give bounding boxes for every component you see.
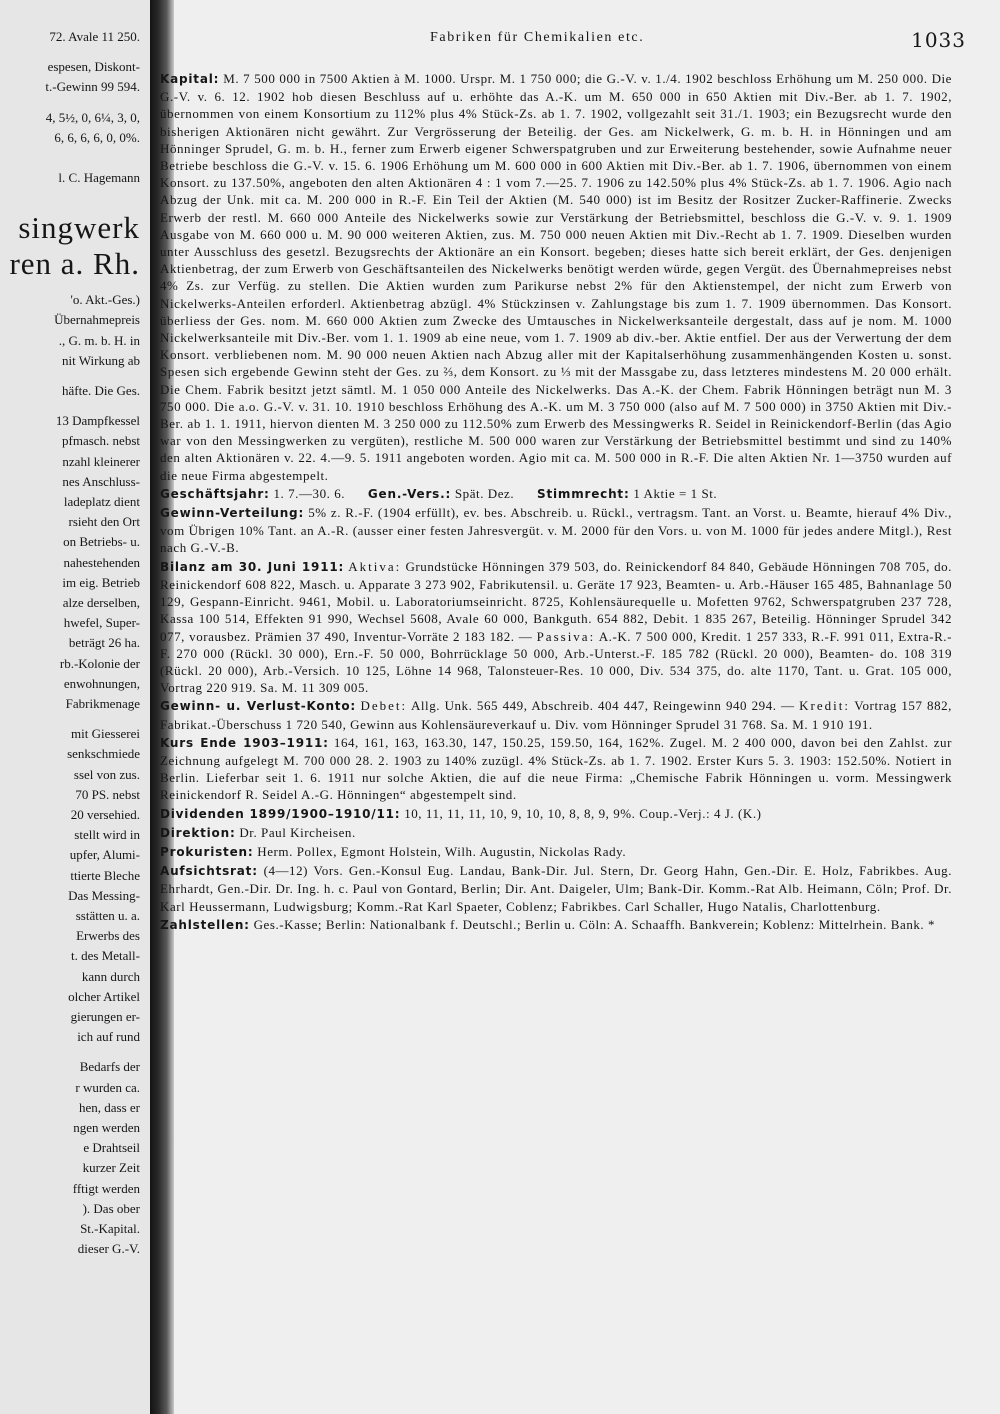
left-column-line: rb.-Kolonie der [59,655,140,671]
left-column-line: gierungen er- [70,1009,140,1024]
left-column-line: sstätten u. a. [75,908,140,923]
entry-body [160,70,952,935]
left-column-line: senkschmiede [67,746,140,762]
direktion-paragraph [160,824,952,842]
bilanz-label: Bilanz am 30. Juni 1911: [160,559,345,574]
genvers-text: Spät. Dez. [454,485,515,501]
left-column-line: beträgt 26 ha. [68,635,140,651]
left-column-line: t. des Metall- [71,948,140,964]
zahlstellen-text: Ges.-Kasse; Berlin: Nationalbank f. Deutschl.; Berlin u. Cöln: A. Schaaffh. Bankverein; Koblenz: Mittelrhein. Bank. [253,916,925,932]
kredit-text: Vortrag 157 882, Fabrikat.-Überschuss 1 720 540, Gewinn aus Kohlensäureverkauf u. Div. vom Hönninger Sprudel 31 768. Sa. M. 1 910 191. [160,698,952,732]
end-mark: * [928,916,936,932]
left-column-line: ttierte Bleche [70,867,140,883]
left-column-line: Fabrikmenage [65,696,140,711]
gewinnverteilung-paragraph [160,504,952,557]
dividenden-text: 10, 11, 11, 11, 10, 9, 10, 10, 8, 8, 9, 9%. Coup.-Verj.: 4 J. (K.) [404,805,762,821]
aktiva-text: Grundstücke Hönningen 379 503, do. Reinickendorf 84 840, Gebäude Hönningen 708 705, do. Reinickendorf 608 822, Masch. u. Apparate 3 273 902, Fabrikutensil. u. Geräte 17 923, Beamten- u. Arb.-Häuser 165 485, Bahnanlage 50 129, Gespann-Einricht. 9461, Mobil. u. Laboratoriumseinricht. 8725, Kohlensäurequelle u. Mofetten 9762, Schwerspatgruben 237 728, Kassa 100 514, Effekten 91 990, Wechsel 5608, Avale 60 000, Bankguth. 654 882, Debit. 1 835 267, Beteilig. Hönninger Sprudel 342 077, vorausbez. Prämien 37 490, Inventur-Vorräte 2 183 182. — [160,558,952,644]
left-column-line: ngen werden [73,1120,140,1135]
left-column-line: ., G. m. b. H. in [58,332,140,348]
kapital-paragraph [160,70,952,484]
left-column-line: 'o. Akt.-Ges.) [70,292,140,308]
left-column-line: 70 PS. nebst [75,786,140,802]
left-column-line: nes Anschluss- [62,473,140,489]
stimmrecht-label: Stimmrecht: [537,486,630,501]
running-head: Fabriken für Chemikalien etc. [430,30,645,45]
direktion-label: Direktion: [160,825,236,840]
aktiva-label: Aktiva: [348,558,402,574]
kurs-label: Kurs Ende 1903–1911: [160,735,329,750]
left-column-line: nzahl kleinerer [62,453,140,469]
gewinnverteilung-label: Gewinn-Verteilung: [160,506,305,521]
left-column-line: espesen, Diskont- [47,59,140,75]
bilanz-paragraph [160,558,952,697]
aufsichtsrat-label: Aufsichtsrat: [160,864,258,879]
passiva-text: A.-K. 7 500 000, Kredit. 1 257 333, R.-F. 991 011, Extra-R.-F. 270 000 (Rückl. 30 000), Ern.-F. 50 000, Bohrrücklage 50 000, Arb.-Unterst.-F. 185 782 (Rückl. 20 000), Beamten- do. 108 319 (Rückl. 20 000), Arb.-Versich. 10 125, Löhne 14 968, Talonsteuer-Res. 10 000, Div. 534 375, do. alte 1170, Tant. u. Grat. 105 000, Vortrag 220 919. Sa. M. 11 309 005. [160,628,952,696]
passiva-label: Passiva: [536,628,596,644]
left-column-line: ren a. Rh. [9,246,140,282]
direktion-text: Dr. Paul Kircheisen. [239,824,356,840]
stimmrecht-text: 1 Aktie = 1 St. [633,485,718,501]
guv-label: Gewinn- u. Verlust-Konto: [160,699,356,714]
kurs-paragraph [160,734,952,804]
left-column-line: dieser G.-V. [77,1241,140,1257]
left-column-line: fftigt werden [72,1180,140,1196]
left-column-line: hen, dass er [78,1099,140,1115]
left-column-line: Das Messing- [68,887,140,903]
kapital-text: M. 7 500 000 in 7500 Aktien à M. 1000. Urspr. M. 1 750 000; die G.-V. v. 1./4. 1902 beschloss Erhöhung um M. 250 000. Die G.-V. v. 6. 12. 1902 hob diesen Beschluss auf u. erhöhte das A.-K. um M. 650 000 in 650 Aktien mit Div.-Ber. ab 1. 7. 1902, übernommen von einem Konsortium zu 112% plus 4% Stück-Zs. ab 1. 7. 1902, vollgezahlt seit 31./1. 1903; ein Bezugsrecht wurde den bisherigen Aktionären nicht gewährt. Zur Vergrösserung der Beteilig. der Ges. am Nickelwerk, G. m. b. H. in Hönningen und am Hönninger Sprudel, G. m. b. H., ferner zum Erwerb eigener Schwerspatgruben und zur Erweiterung bestehender, sowie Aufnahme neuer Betriebe beschloss die G.-V. v. 15. 6. 1906 Erhöhung um M. 600 000 in 600 Aktien mit Div.-Ber. ab 1. 7. 1906, übernommen von einem Konsort. zu 137.50%, angeboten den alten Aktionären 4 : 1 vom 7.—25. 7. 1906 zu 142.50% plus 4% Stück-Zs. ab 1. 7. 1906. Agio nach Abzug der Unk. mit ca. M. 200 000 in R.-F. Ein Teil der Aktien (M. 540 000) ist im Besitz der Rositzer Zucker-Raffinerie. Zwecks Erwerb der restl. M. 660 000 Anteile des Nickelwerks sowie zur Verstärkung der Betriebsmittel, beschloss die G.-V. v. 9. 1. 1909 Ausgabe von M. 660 000 u. M. 90 000 weiteren Aktien, zus. M. 750 000 neuen Aktien mit Div.-Recht ab 1. 7. 1909. Dieselben wurden unter Ausschluss des gesetzl. Bezugsrechts der Aktionäre an ein Konsort. begeben; dieses hatte sich bereit erklärt, der Ges. denjenigen Aktienbetrag, der zum Erwerb von Geschäftsanteilen des Nickelwerks benötigt werden würde, gegen Vergüt. des Übernahmepreises nebst 4% Zs. zur Verfüg. zu stellen. Die Aktien wurden zum Parikurse nebst 2% für den Aktienstempel, der nicht zum Erwerb von Nickelwerks-Anteilen erforderl. Aktienbetrag abzügl. 4% Stückzinsen v. Zahlungstage bis zum 1. 7. 1909 übernommen. Das Konsort. überliess der Ges. nom. M. 660 000 Aktien zum Zwecke des Umtausches in Nickelwerksanteile dergestalt, dass auf je nom. M. 1000 Nickelwerksanteile mit Div.-Ber. vom 1. 1. 1909 ab eine neue, vom 1. 7. 1909 ab div.-ber. Aktie entfiel. Der aus der Verwertung der dem Konsort. verbliebenen nom. M. 90 000 neuen Aktien nach Abzug aller mit der Kapitalserhöhung zusammenhängenden Kosten u. sonst. Spesen sich ergebende Gewinn steht der Ges. zu ⅔, dem Konsort. zu ⅓ mit der Massgabe zu, dass letzteres mindestens M. 20 000 erhält. Die Chem. Fabrik besitzt jetzt sämtl. M. 1 050 000 Anteile des Nickelwerks. Das A.-K. der Chem. Fabrik Hönningen beträgt nun M. 3 750 000. Die a.o. G.-V. v. 31. 10. 1910 beschloss Erhöhung des A.-K. um M. 3 750 000 (also auf M. 7 500 000) in 3750 Aktien mit Div.-Ber. ab 1. 1. 1911, hiervon dienten M. 3 250 000 zu 112.50% zum Erwerb des Messingwerks R. Seidel in Reinickendorf-Berlin (das Agio war von den Messingwerken zu vergüten), restliche M. 500 000 waren zur Verstärkung der Betriebsmittel bestimmt und sind zu 140% den alten Aktionären v. 22. 4.—9. 5. 1911 angeboten worden. Agio mit ca. M. 500 000 in R.-F. Die alten Aktien Nr. 1—3750 wurden auf die neue Firma abgestempelt. [160,71,952,483]
geschaeftsjahr-label: Geschäftsjahr: [160,486,270,501]
adjacent-page-fragment [0,0,151,1414]
kredit-label: Kredit: [799,698,850,714]
genvers-label: Gen.-Vers.: [367,486,452,501]
left-column-line: St.-Kapital. [80,1221,140,1236]
left-column-line: on Betriebs- u. [63,534,140,550]
dividenden-label: Dividenden 1899/1900–1910/11: [160,806,401,821]
left-column-line: e Drahtseil [83,1140,140,1156]
left-column-line: r wurden ca. [75,1079,140,1095]
left-column-line: enwohnungen, [63,675,140,691]
prokuristen-paragraph [160,843,952,861]
left-column-line: pfmasch. nebst [62,433,140,449]
geschaeftsjahr-text: 1. 7.—30. 6. [273,485,346,501]
left-column-line: kann durch [81,968,140,984]
left-column-line: olcher Artikel [68,988,140,1004]
dividenden-paragraph [160,805,952,823]
left-column-line: 72. Avale 11 250. [49,29,140,44]
left-column-line: häfte. Die Ges. [62,383,140,398]
left-column-line: ladeplatz dient [63,494,140,509]
kurs-text: 164, 161, 163, 163.30, 147, 150.25, 159.50, 164, 162%. Zugel. M. 2 400 000, davon bei den Zahlst. zur Zeichnung aufgelegt M. 700 000 28. 2. 1903 zu 140% zuzügl. 4% Stück-Zs. ab 1. 7. 1902. Erster Kurs 5. 3. 1903: 152.50%. Notiert in Berlin. Lieferbar seit 1. 6. 1911 nur solche Aktien, die auf die neue Firma: „Chemische Fabrik Hönningen u. vorm. Messingwerk Reinickendorf R. Seidel A.-G. Hönningen“ abgestempelt sind. [160,734,952,803]
left-column-line: ). Das ober [82,1200,140,1216]
left-column-line: t.-Gewinn 99 594. [45,79,140,95]
left-column-line: mit Giesserei [71,726,140,742]
debet-label: Debet: [360,698,408,714]
left-column-line: 13 Dampfkessel [55,413,140,429]
left-column-line: nit Wirkung ab [62,352,140,368]
left-column-line: Übernahmepreis [54,312,140,328]
left-column-line: Bedarfs der [79,1059,140,1075]
aufsichtsrat-text: (4—12) Vors. Gen.-Konsul Eug. Landau, Bank-Dir. Jul. Stern, Dr. Georg Hahn, Gen.-Dir. E. Holz, Fabrikbes. Aug. Ehrhardt, Gen.-Dir. Dr. Ing. h. c. Paul von Gontard, Berlin; Dir. Ant. Daigeler, Ulm; Bank-Dir. Komm.-Rat Alb. Heimann, Cöln; Prof. Dr. Karl Heussermann, Ludwigsburg; Komm.-Rat Karl Spaeter, Coblenz; Fabrikbes. Carl Schaller, Hugo Natalis, Charlottenburg. [160,863,952,914]
guv-paragraph [160,697,952,732]
left-column-line: stellt wird in [74,827,140,843]
zahlstellen-label: Zahlstellen: [160,917,250,932]
left-column-line: 6, 6, 6, 6, 0, 0%. [54,129,140,145]
page-number: 1033 [911,28,966,52]
left-column-line: 4, 5½, 0, 6¼, 3, 0, [45,109,140,125]
left-column-line: singwerk [18,210,140,246]
prokuristen-label: Prokuristen: [160,844,254,859]
debet-text: Allg. Unk. 565 449, Abschreib. 404 447, Reingewinn 940 294. — [410,698,795,714]
left-column-line: nahestehenden [63,554,140,570]
prokuristen-text: Herm. Pollex, Egmont Holstein, Wilh. Augustin, Nickolas Rady. [257,843,627,859]
meta-paragraph [160,485,952,503]
left-column-line: hwefel, Super- [63,615,140,631]
left-column-line: Erwerbs des [76,928,140,944]
left-column-line: ich auf rund [77,1029,140,1045]
gewinnverteilung-text: 5% z. R.-F. (1904 erfüllt), ev. bes. Abschreib. u. Rückl., vertragsm. Tant. an Vorst. u. Beamte, hierauf 4% Div., vom Übrigen 10% Tant. an A.-R. (ausser einer festen Jahresvergüt. v. M. 2000 für den Vors. u. von M. 1000 für jedes andere Mitgl.), Rest nach G.-V.-B. [160,505,952,556]
left-column-line: upfer, Alumi- [69,847,140,863]
left-column-line: ssel von zus. [73,766,140,782]
left-column-line: im eig. Betrieb [62,574,140,590]
left-column-line: alze derselben, [62,595,140,610]
left-column-line: l. C. Hagemann [58,170,140,185]
zahlstellen-paragraph [160,916,952,934]
kapital-label: Kapital: [160,72,220,86]
left-column-line: kurzer Zeit [82,1160,140,1176]
aufsichtsrat-paragraph [160,862,952,915]
left-column-line: rsieht den Ort [68,514,140,530]
left-column-line: 20 versehied. [70,807,140,822]
